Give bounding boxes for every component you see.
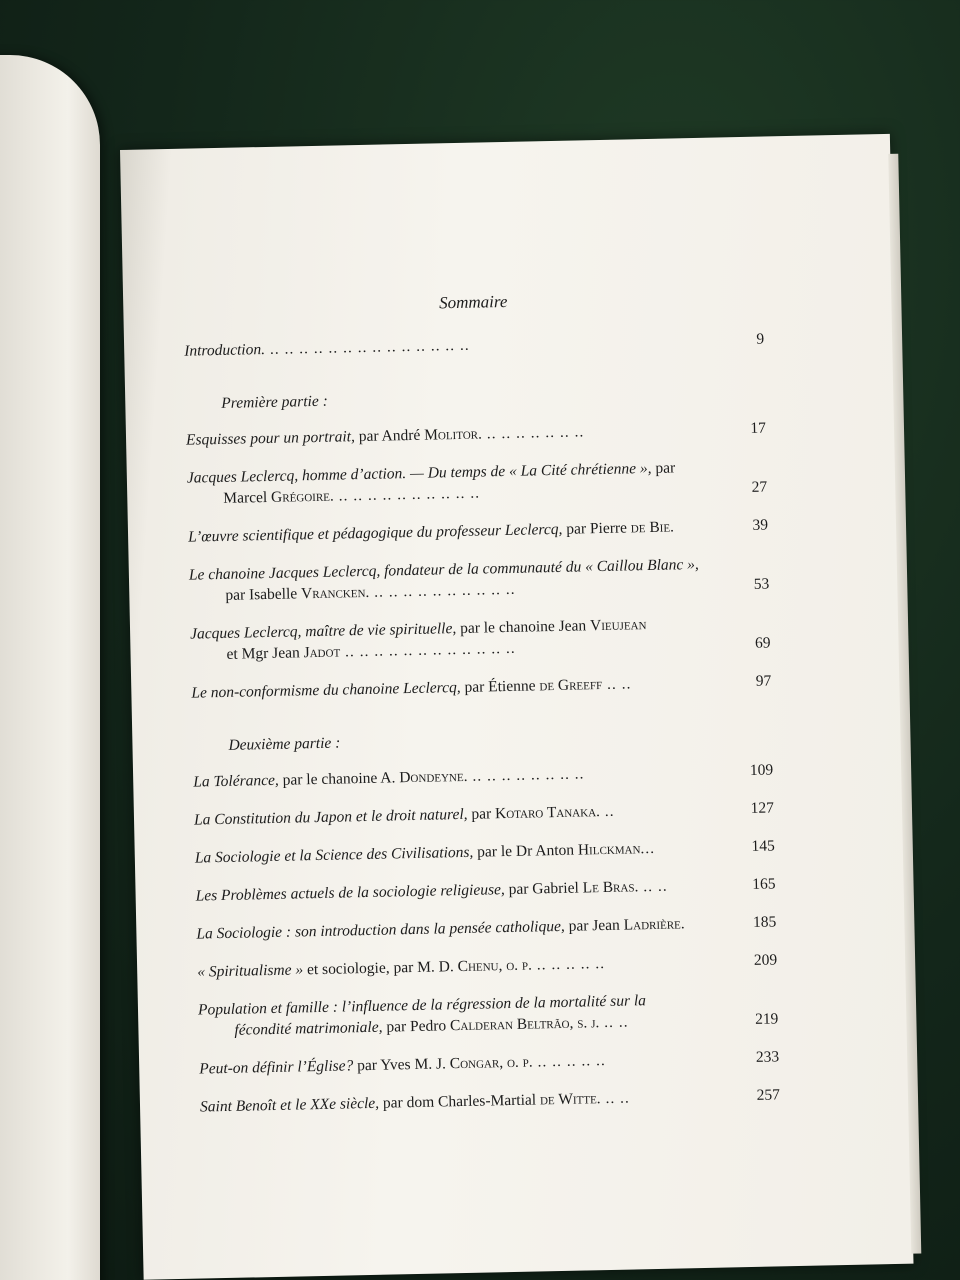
toc-entry: [195, 873, 775, 906]
leader-dots: ..: [599, 802, 615, 821]
entry-title: La Sociologie : son introduction dans la pensée catholique,: [196, 917, 565, 943]
page-number: 69: [754, 634, 771, 652]
entry-by: par Jean: [564, 916, 624, 935]
toc-entry: [199, 1046, 779, 1079]
toc-entry: [190, 611, 771, 665]
page-number: 17: [750, 419, 767, 437]
entry-line2: et Mgr Jean: [226, 644, 304, 663]
entry-by: et sociologie, par M. D.: [302, 958, 458, 979]
page-number: 127: [750, 799, 775, 817]
page-number: 53: [753, 575, 770, 593]
page-number: 27: [751, 478, 768, 496]
entry-author: Calderan Beltrão, s. j.: [449, 1014, 600, 1035]
leader-dots: .. .. .. .. .. .. .. ..: [467, 765, 585, 785]
entry-by: par André: [354, 426, 425, 446]
entry-author: Congar, o. p.: [449, 1053, 533, 1073]
leader-dots: .. .. .. .. .. .. .. .. .. ..: [369, 580, 516, 601]
toc-entry: [196, 911, 776, 944]
entry-title: « Spiritualisme »: [197, 961, 304, 981]
toc-entry: [186, 418, 766, 451]
entry-by: par Pierre: [562, 519, 632, 538]
entry-title: Peut-on définir l’Église?: [199, 1057, 354, 1078]
page-number: 233: [755, 1048, 780, 1066]
entry-title: La Tolérance,: [193, 771, 279, 791]
entry-author-2: Jadot: [303, 643, 341, 662]
entry-author: Hilckman: [577, 840, 641, 859]
entry-title: Esquisses pour un portrait,: [185, 428, 356, 449]
page-number: 209: [753, 951, 778, 969]
leader-dots: .. ..: [599, 1013, 629, 1032]
toc-entry: [187, 456, 768, 510]
leader-dots: .. ..: [638, 877, 668, 896]
page-number: 185: [752, 913, 777, 931]
entry-title: Population et famille : l’influence de la régression de la mortalité sur la: [197, 992, 647, 1019]
entry-by: par le chanoine A.: [278, 769, 400, 789]
entry-author: Le Bras.: [582, 878, 639, 897]
page-number: 9: [756, 330, 765, 348]
entry-by: par: [467, 805, 496, 823]
entry-by: par le chanoine Jean: [456, 617, 591, 638]
part-heading-2: Deuxième partie :: [228, 734, 341, 754]
toc-title: Sommaire: [438, 291, 508, 313]
entry-author: de Bie.: [630, 518, 675, 537]
page-number: 97: [755, 672, 772, 690]
page-number: 219: [754, 1010, 779, 1028]
entry-title: Jacques Leclercq, maître de vie spirituelle,: [189, 620, 457, 643]
entry-title: Les Problèmes actuels de la sociologie religieuse,: [195, 881, 505, 905]
leader-dots: .. .. .. .. ..: [531, 955, 606, 974]
toc-entry: [198, 987, 779, 1041]
entry-by: par Étienne: [460, 677, 540, 696]
leader-dots: .. .. .. .. .. .. .. .. .. ..: [333, 484, 481, 505]
entry-line2: Marcel: [223, 488, 272, 507]
toc-entry: [195, 835, 775, 868]
entry-author: de Witte.: [539, 1090, 601, 1109]
page-number: 145: [751, 837, 775, 855]
toc-entry: [194, 797, 774, 830]
entry-by: par Yves M. J.: [353, 1055, 450, 1075]
table-of-contents: [183, 287, 780, 1135]
toc-entry: [188, 515, 768, 548]
entry-by: par Gabriel: [504, 879, 583, 899]
page-number: 257: [756, 1086, 781, 1104]
entry-author: de Greeff: [539, 676, 603, 695]
facing-page: [0, 55, 100, 1280]
entry-line2: par Pedro: [382, 1017, 451, 1036]
leader-dots: .. .. .. .. .. .. .. .. .. .. .. ..: [340, 639, 516, 661]
entry-author: Chenu, o. p.: [457, 956, 533, 976]
leader-dots: .. .. .. .. .. .. ..: [481, 423, 585, 443]
entry-author: Vrancken.: [300, 583, 370, 603]
leader-dots: .. .. .. .. ..: [532, 1052, 606, 1071]
entry-title: Jacques Leclercq, homme d’action. — Du temps de « La Cité chrétienne »,: [186, 459, 652, 487]
entry-author: Vieujean: [589, 616, 647, 635]
leader-dots: .. ..: [600, 1089, 631, 1108]
entry-by: par: [651, 459, 676, 477]
toc-entry: [193, 759, 773, 792]
page-number: 39: [752, 516, 769, 534]
book-page: [120, 134, 913, 1280]
entry-by: par le Dr Anton: [473, 841, 579, 861]
entry-line2: par Isabelle: [225, 585, 302, 604]
page-edge: [888, 154, 921, 1254]
entry-title: Le chanoine Jacques Leclercq, fondateur de la communauté du « Caillou Blanc »,: [188, 555, 699, 584]
toc-entry: [197, 949, 777, 982]
entry-title: Saint Benoît et le XXe siècle,: [199, 1094, 380, 1116]
toc-entry: [200, 1084, 780, 1117]
entry-title: Le non-conformisme du chanoine Leclercq,: [191, 678, 461, 702]
entry-author: Grégoire.: [270, 487, 334, 506]
entry-by: par dom Charles-Martial: [378, 1091, 541, 1112]
entry-author: Ladrière.: [623, 915, 685, 934]
entry-title: L’œuvre scientifique et pédagogique du professeur Leclercq,: [187, 520, 563, 546]
page-number: 109: [749, 761, 774, 779]
entry-author: Kotaro Tanaka.: [494, 803, 601, 823]
part-heading-1: Première partie :: [221, 392, 328, 412]
entry-title: La Constitution du Japon et le droit naturel,: [193, 805, 468, 829]
toc-entry: [189, 553, 770, 607]
entry-author: Dondeyne.: [399, 767, 468, 787]
toc-entry-introduction: [184, 329, 764, 362]
leader-dots: .. ..: [601, 675, 632, 694]
entry-line2-title: fécondité matrimoniale,: [234, 1018, 383, 1039]
leader-dots: .. .. .. .. .. .. .. .. .. .. .. .. .. ..: [264, 336, 470, 359]
page-number: 165: [752, 875, 776, 893]
leader-dots: ...: [640, 839, 656, 858]
entry-author: Molitor.: [423, 425, 483, 444]
entry-title: La Sociologie et la Science des Civilisations,: [194, 843, 474, 867]
toc-entry: [191, 670, 771, 703]
entry-title: Introduction.: [184, 341, 266, 360]
